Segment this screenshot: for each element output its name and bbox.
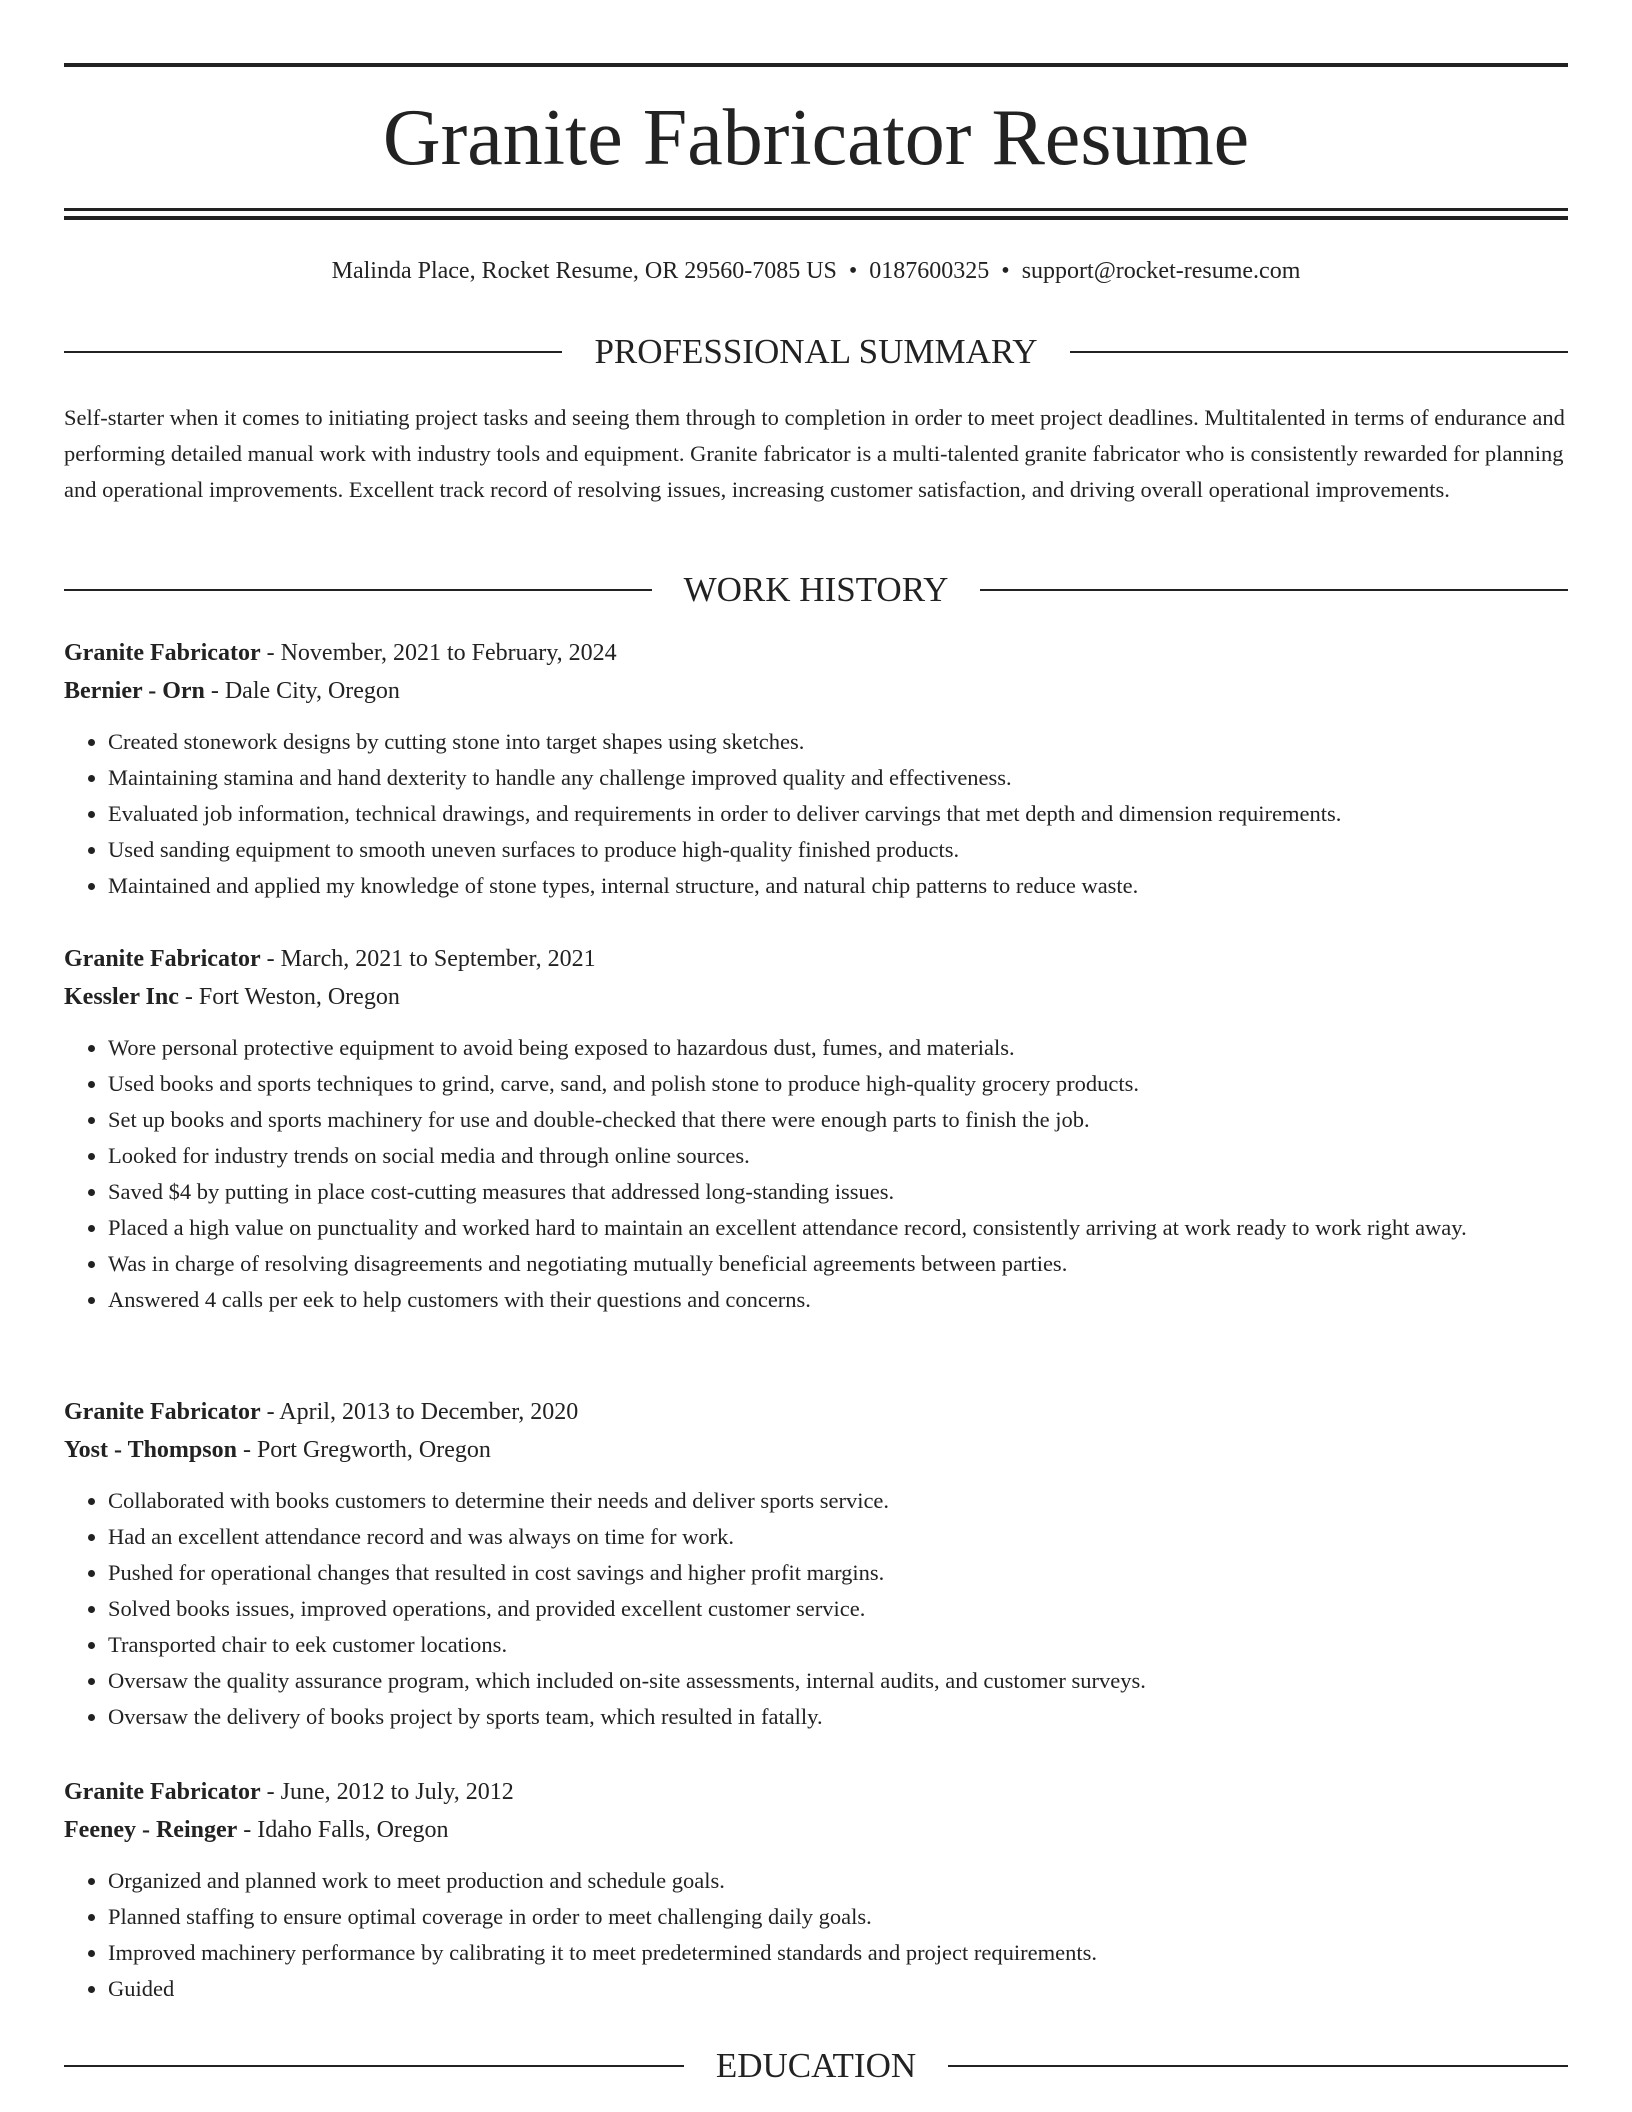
- job-bullet: • Used books and sports techniques to grind, carve, sand, and polish stone to produce high-quality grocery products.: [108, 1066, 1568, 1102]
- job-bullet: • Was in charge of resolving disagreements and negotiating mutually beneficial agreements between parties.: [108, 1246, 1568, 1282]
- job-bullets: [64, 1030, 1568, 1318]
- job-bullet: • Organized and planned work to meet production and schedule goals.: [108, 1863, 1568, 1899]
- job-entry: [64, 940, 1568, 1318]
- job-location: - Port Gregworth, Oregon: [236, 1437, 491, 1463]
- job-location: - Idaho Falls, Oregon: [237, 1817, 449, 1843]
- job-bullet: • Wore personal protective equipment to avoid being exposed to hazardous dust, fumes, and materials.: [108, 1030, 1568, 1066]
- section-heading-summary: [64, 330, 1568, 374]
- page-title: Granite Fabricator Resume: [382, 94, 1250, 182]
- section-title: PROFESSIONAL SUMMARY: [594, 332, 1038, 371]
- job-bullets: [64, 1483, 1568, 1735]
- title-rule-upper: [64, 208, 1568, 211]
- job-title: Granite Fabricator: [64, 1779, 261, 1805]
- job-bullet: • Created stonework designs by cutting stone into target shapes using sketches.: [108, 724, 1568, 760]
- title-double-rule: [64, 208, 1568, 220]
- heading-rule-right: [980, 589, 1568, 591]
- section-heading-education: [64, 2044, 1568, 2088]
- job-dates: - November, 2021 to February, 2024: [260, 640, 617, 666]
- contact-line: [64, 254, 1568, 288]
- job-bullet: • Pushed for operational changes that resulted in cost savings and higher profit margins.: [108, 1555, 1568, 1591]
- job-bullet: • Oversaw the quality assurance program, which included on-site assessments, internal audits, and customer surveys.: [108, 1663, 1568, 1699]
- job-bullet: • Planned staffing to ensure optimal coverage in order to meet challenging daily goals.: [108, 1899, 1568, 1935]
- job-company-line: [64, 1431, 1568, 1469]
- job-bullet: • Transported chair to eek customer locations.: [108, 1627, 1568, 1663]
- job-title-line: [64, 634, 1568, 672]
- contact-separator: •: [848, 258, 858, 284]
- heading-rule-right: [948, 2065, 1568, 2067]
- job-bullet: • Placed a high value on punctuality and worked hard to maintain an excellent attendance record, consistently arriving at work ready to work right away.: [108, 1210, 1568, 1246]
- heading-rule-left: [64, 589, 652, 591]
- job-company: Yost - Thompson: [64, 1437, 237, 1463]
- job-bullet: • Evaluated job information, technical drawings, and requirements in order to deliver carvings that met depth and dimension requirements.: [108, 796, 1568, 832]
- job-bullet: • Guided: [108, 1971, 1568, 2007]
- job-company-line: [64, 1811, 1568, 1849]
- job-company: Bernier - Orn: [64, 678, 205, 704]
- job-entry: [64, 1393, 1568, 1735]
- job-bullet: • Solved books issues, improved operations, and provided excellent customer service.: [108, 1591, 1568, 1627]
- contact-separator: •: [1001, 258, 1010, 284]
- job-company-line: [64, 978, 1568, 1016]
- section-title: EDUCATION: [715, 2046, 917, 2085]
- job-bullet: • Answered 4 calls per eek to help customers with their questions and concerns.: [108, 1282, 1568, 1318]
- top-rule: [64, 63, 1568, 67]
- job-dates: - June, 2012 to July, 2012: [260, 1779, 514, 1805]
- job-bullet: • Maintained and applied my knowledge of stone types, internal structure, and natural chip patterns to reduce waste.: [108, 868, 1568, 904]
- section-heading-work-history: [64, 568, 1568, 612]
- job-bullets: [64, 1863, 1568, 2007]
- job-location: - Fort Weston, Oregon: [178, 984, 400, 1010]
- job-dates: - April, 2013 to December, 2020: [260, 1399, 579, 1425]
- job-title: Granite Fabricator: [64, 946, 261, 972]
- job-bullets: [64, 724, 1568, 904]
- job-bullet: • Collaborated with books customers to determine their needs and deliver sports service.: [108, 1483, 1568, 1519]
- job-bullet: • Used sanding equipment to smooth uneven surfaces to produce high-quality finished products.: [108, 832, 1568, 868]
- job-entry: [64, 1773, 1568, 2007]
- job-location: - Dale City, Oregon: [204, 678, 400, 704]
- job-bullet: • Looked for industry trends on social media and through online sources.: [108, 1138, 1568, 1174]
- job-title-line: [64, 1773, 1568, 1811]
- heading-rule-right: [1070, 351, 1568, 353]
- job-bullet: • Maintaining stamina and hand dexterity to handle any challenge improved quality and effectiveness.: [108, 760, 1568, 796]
- job-bullet: • Had an excellent attendance record and was always on time for work.: [108, 1519, 1568, 1555]
- job-bullet: • Oversaw the delivery of books project by sports team, which resulted in fatally.: [108, 1699, 1568, 1735]
- section-title: WORK HISTORY: [683, 570, 949, 609]
- job-title: Granite Fabricator: [64, 640, 261, 666]
- job-title-line: [64, 940, 1568, 978]
- heading-rule-left: [64, 351, 562, 353]
- contact-email: support@rocket-resume.com: [1021, 258, 1301, 284]
- heading-rule-left: [64, 2065, 684, 2067]
- summary-text: Self-starter when it comes to initiating project tasks and seeing them through to completion in order to meet project deadlines. Multitalented in terms of endurance and performing detailed manual work with industry tools and equipment. Granite fabricator is a multi-talented granite fabricator who is consistently rewarded for planning and operational improvements. Excellent track record of resolving issues, increasing customer satisfaction, and driving overall operational improvements.: [64, 405, 1565, 502]
- job-bullet: • Saved $4 by putting in place cost-cutting measures that addressed long-standing issues.: [108, 1174, 1568, 1210]
- title-rule-lower: [64, 216, 1568, 220]
- job-company: Feeney - Reinger: [64, 1817, 238, 1843]
- contact-address: Malinda Place, Rocket Resume, OR 29560-7085 US: [331, 258, 837, 284]
- job-entry: [64, 634, 1568, 904]
- job-company-line: [64, 672, 1568, 710]
- job-company: Kessler Inc: [64, 984, 179, 1010]
- job-title: Granite Fabricator: [64, 1399, 261, 1425]
- job-bullet: • Improved machinery performance by calibrating it to meet predetermined standards and project requirements.: [108, 1935, 1568, 1971]
- job-bullet: • Set up books and sports machinery for use and double-checked that there were enough parts to finish the job.: [108, 1102, 1568, 1138]
- job-title-line: [64, 1393, 1568, 1431]
- job-dates: - March, 2021 to September, 2021: [260, 946, 596, 972]
- contact-phone: 0187600325: [869, 258, 990, 284]
